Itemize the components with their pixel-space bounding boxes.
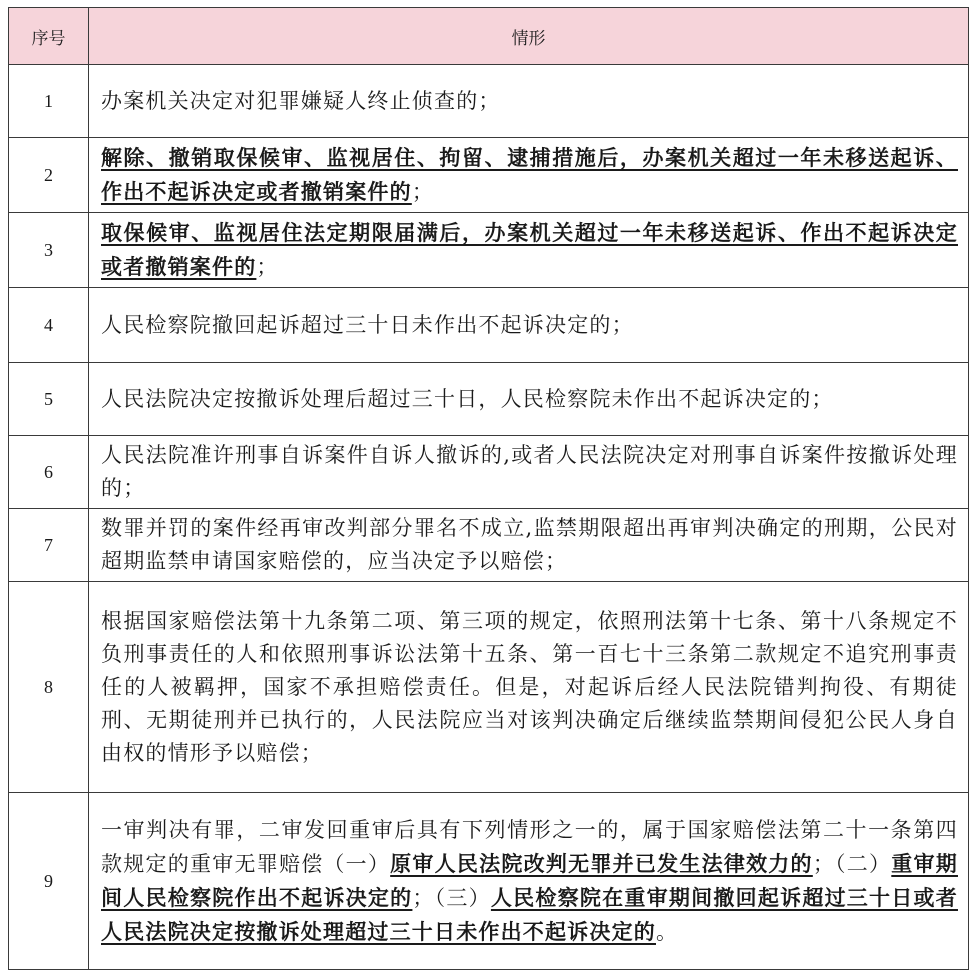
row-text — [89, 793, 969, 970]
table-header-row — [9, 8, 969, 65]
row-text — [89, 509, 969, 582]
underlined-text-segment: 取保候审、监视居住法定期限届满后，办案机关超过一年未移送起诉、作出不起诉决定或者撤销案件的 — [101, 220, 958, 279]
row-number: 8 — [9, 582, 89, 793]
text-segment: 人民检察院撤回起诉超过三十日未作出不起诉决定的； — [101, 312, 634, 337]
text-segment: 办案机关决定对犯罪嫌疑人终止侦查的； — [101, 88, 501, 113]
table-row — [9, 213, 969, 288]
text-segment: 人民法院决定按撤诉处理后超过三十日，人民检察院未作出不起诉决定的； — [101, 386, 834, 411]
underlined-text-segment: 原审人民法院改判无罪并已发生法律效力的 — [390, 850, 813, 876]
underlined-text-segment: 人民检察院在重审期间撤回起诉超过三十日或者人民法院决定按撤诉处理超过三十日未作出不起诉决定的 — [101, 884, 958, 944]
compensation-situations-table — [8, 7, 969, 970]
table-row — [9, 436, 969, 509]
row-text — [89, 138, 969, 213]
text-segment: ；（三） — [412, 885, 491, 910]
row-text — [89, 582, 969, 793]
row-text — [89, 436, 969, 509]
text-segment: 数罪并罚的案件经再审改判部分罪名不成立,监禁期限超出再审判决确定的刑期，公民对超期监禁申请国家赔偿的，应当决定予以赔偿； — [101, 516, 958, 573]
table-row — [9, 509, 969, 582]
text-segment: 。 — [656, 919, 679, 944]
table-row — [9, 65, 969, 138]
underlined-text-segment: 重审期间人民检察院作出不起诉决定的 — [101, 850, 958, 910]
text-segment: ； — [411, 180, 435, 204]
row-text — [89, 363, 969, 436]
table-row — [9, 138, 969, 213]
text-segment: ；（二） — [812, 851, 892, 876]
text-segment: ； — [256, 255, 279, 279]
header-serial-no: 序号 — [9, 8, 89, 65]
row-text — [89, 288, 969, 363]
row-number: 2 — [9, 138, 89, 213]
text-segment: 根据国家赔偿法第十九条第二项、第三项的规定，依照刑法第十七条、第十八条规定不负刑事责任的人和依照刑事诉讼法第十五条、第一百七十三条第二款规定不追究刑事责任的人被羁押，国家不承担赔偿责任。但是，对起诉后经人民法院错判拘役、有期徒刑、无期徒刑并已执行的，人民法院应当对该判决确定后继续监禁期间侵犯公民人身自由权的情形予以赔偿； — [101, 608, 958, 765]
row-number: 1 — [9, 65, 89, 138]
row-number: 9 — [9, 793, 89, 970]
document-page — [8, 7, 968, 970]
row-number: 5 — [9, 363, 89, 436]
row-text — [89, 213, 969, 288]
table-row — [9, 288, 969, 363]
row-number: 7 — [9, 509, 89, 582]
row-number: 6 — [9, 436, 89, 509]
text-segment: 一审判决有罪，二审发回重审后具有下列情形之一的，属于国家赔偿法第二十一条第四款规定的重审无罪赔偿（一） — [101, 817, 958, 876]
underlined-text-segment: 解除、撤销取保候审、监视居住、拘留、逮捕措施后，办案机关超过一年未移送起诉、作出不起诉决定或者撤销案件的 — [101, 145, 958, 204]
text-segment: 人民法院准许刑事自诉案件自诉人撤诉的,或者人民法院决定对刑事自诉案件按撤诉处理的； — [101, 443, 958, 500]
row-number: 3 — [9, 213, 89, 288]
table-row — [9, 793, 969, 970]
table-row — [9, 582, 969, 793]
header-situation: 情形 — [89, 8, 969, 65]
row-number: 4 — [9, 288, 89, 363]
row-text — [89, 65, 969, 138]
table-row — [9, 363, 969, 436]
